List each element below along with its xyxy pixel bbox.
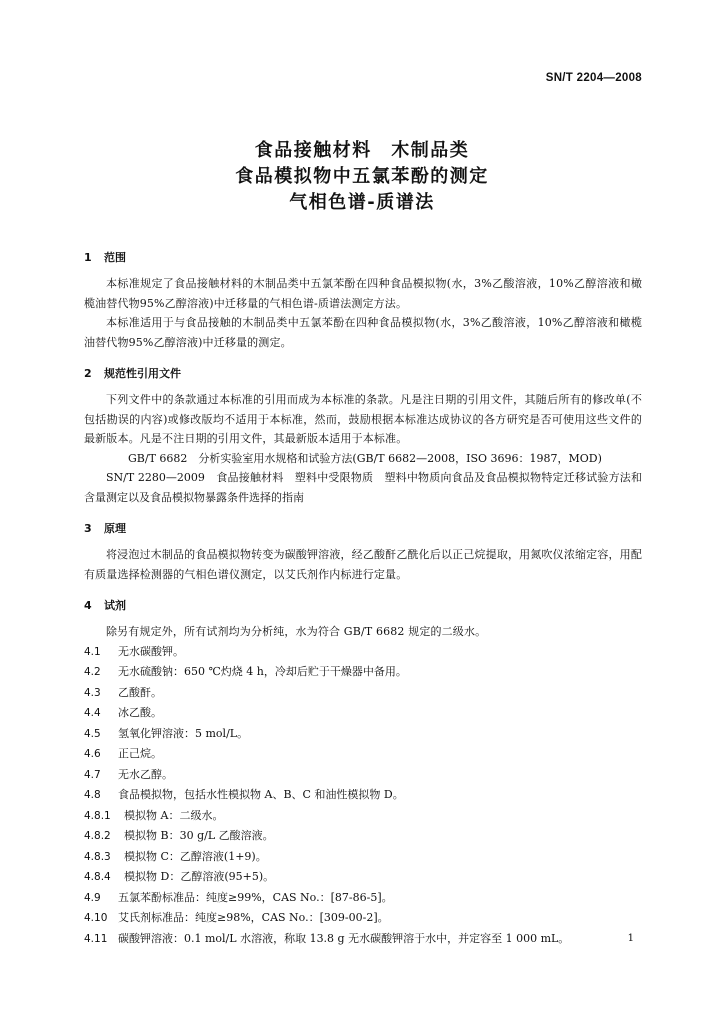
reagent-number: 4.10	[84, 912, 108, 924]
reagent-item	[84, 908, 642, 929]
reagent-number: 4.8.2	[84, 830, 111, 842]
reference-text: 分析实验室用水规格和试验方法(GB/T 6682—2008，ISO 3696：1987，MOD)	[198, 451, 602, 465]
section-scope	[84, 248, 642, 352]
reagent-item	[84, 724, 642, 745]
reagent-item	[84, 765, 642, 786]
section-title: 试剂	[104, 599, 126, 612]
paragraph: 本标准规定了食品接触材料的木制品类中五氯苯酚在四种食品模拟物(水，3%乙酸溶液，10%乙醇溶液和橄榄油替代物95%乙醇溶液)中迁移量的气相色谱-质谱法测定方法。	[84, 277, 642, 310]
reagent-list	[84, 642, 642, 950]
section-normative-references	[84, 364, 642, 507]
reagent-item	[84, 662, 642, 683]
section-heading	[84, 596, 642, 616]
reagent-item	[84, 888, 642, 909]
reagent-number: 4.11	[84, 932, 108, 945]
reagent-text: 模拟物 D：乙醇溶液(95+5)。	[124, 870, 275, 883]
section-reagents	[84, 596, 642, 949]
reagent-item	[84, 785, 642, 806]
section-title: 规范性引用文件	[104, 367, 181, 380]
reagent-item	[84, 642, 642, 663]
reagent-item	[84, 806, 642, 827]
reagent-number: 4.4	[84, 707, 101, 719]
document-body	[84, 248, 642, 961]
reference-code: GB/T 6682	[128, 451, 188, 465]
reagent-text: 食品模拟物，包括水性模拟物 A、B、C 和油性模拟物 D。	[118, 788, 404, 801]
reagent-text: 冰乙酸。	[118, 706, 162, 719]
section-title: 范围	[104, 251, 126, 264]
reagent-text: 乙酸酐。	[118, 685, 162, 699]
reagent-item	[84, 847, 642, 868]
reference-text: 食品接触材料 塑料中受限物质 塑料中物质向食品及食品模拟物特定迁移试验方法和含量测定以及食品模拟物暴露条件选择的指南	[84, 471, 642, 504]
reference-item	[84, 468, 642, 507]
reagent-number: 4.2	[84, 666, 101, 678]
page-number: 1	[627, 933, 634, 944]
section-principle	[84, 519, 642, 584]
reagent-text: 无水乙醇。	[118, 767, 173, 781]
reagent-number: 4.8.4	[84, 871, 111, 883]
reference-item	[84, 449, 642, 469]
reagent-number: 4.3	[84, 686, 101, 699]
reagent-number: 4.5	[84, 727, 101, 740]
paragraph: 下列文件中的条款通过本标准的引用而成为本标准的条款。凡是注日期的引用文件，其随后所有的修改单(不包括勘误的内容)或修改版均不适用于本标准，然而，鼓励根据本标准达成协议的各方研究是否可使用这些文件的最新版本。凡是不注日期的引用文件，其最新版本适用于本标准。	[84, 393, 642, 445]
reagent-text: 无水硫酸钠：650 ℃灼烧 4 h，冷却后贮于干燥器中备用。	[118, 665, 407, 678]
title-line-3: 气相色谱-质谱法	[289, 192, 435, 213]
title-line-1: 食品接触材料 木制品类	[254, 140, 470, 161]
section-number: 3	[84, 522, 92, 535]
reagent-number: 4.1	[84, 645, 101, 658]
reagent-text: 无水碳酸钾。	[118, 644, 184, 658]
reagent-item	[84, 703, 642, 724]
reagent-number: 4.8.1	[84, 809, 111, 822]
paragraph: 本标准适用于与食品接触的木制品类中五氯苯酚在四种食品模拟物(水，3%乙酸溶液，10%乙醇溶液和橄榄油替代物95%乙醇溶液)中迁移量的测定。	[84, 316, 642, 349]
reagent-text: 模拟物 A：二级水。	[124, 808, 224, 822]
reagent-text: 氢氧化钾溶液：5 mol/L。	[118, 726, 249, 740]
reagent-number: 4.8.3	[84, 850, 111, 863]
reagent-text: 模拟物 C：乙醇溶液(1+9)。	[124, 849, 267, 863]
reagent-number: 4.7	[84, 768, 101, 781]
section-number: 4	[84, 599, 92, 612]
reagent-item	[84, 683, 642, 704]
title-line-2: 食品模拟物中五氯苯酚的测定	[235, 166, 489, 187]
reagent-text: 正己烷。	[118, 747, 162, 760]
reagent-text: 艾氏剂标准品：纯度≥98%，CAS No.：[309-00-2]。	[118, 911, 389, 924]
standard-code: SN/T 2204—2008	[545, 72, 642, 84]
section-heading	[84, 364, 642, 384]
reagent-item	[84, 867, 642, 888]
reagent-number: 4.9	[84, 891, 101, 904]
reagent-item	[84, 929, 642, 950]
reagent-number: 4.8	[84, 789, 101, 801]
section-number: 2	[84, 367, 92, 380]
reagent-text: 碳酸钾溶液：0.1 mol/L 水溶液，称取 13.8 g 无水碳酸钾溶于水中，并定容至 1 000 mL。	[118, 931, 570, 945]
paragraph: 除另有规定外，所有试剂均为分析纯，水为符合 GB/T 6682 规定的二级水。	[106, 625, 487, 638]
document-title	[0, 138, 724, 216]
reagent-item	[84, 826, 642, 847]
paragraph: 将浸泡过木制品的食品模拟物转变为碳酸钾溶液，经乙酸酐乙酰化后以正己烷提取，用氮吹仪浓缩定容，用配有质量选择检测器的气相色谱仪测定，以艾氏剂作内标进行定量。	[84, 548, 642, 581]
reagent-item	[84, 744, 642, 765]
reagent-text: 五氯苯酚标准品：纯度≥99%，CAS No.：[87-86-5]。	[118, 890, 393, 904]
section-heading	[84, 248, 642, 268]
section-heading	[84, 519, 642, 539]
reference-code: SN/T 2280—2009	[106, 471, 205, 484]
reagent-text: 模拟物 B：30 g/L 乙酸溶液。	[124, 829, 274, 842]
section-title: 原理	[104, 522, 126, 535]
reagent-number: 4.6	[84, 748, 101, 760]
section-number: 1	[84, 251, 92, 264]
